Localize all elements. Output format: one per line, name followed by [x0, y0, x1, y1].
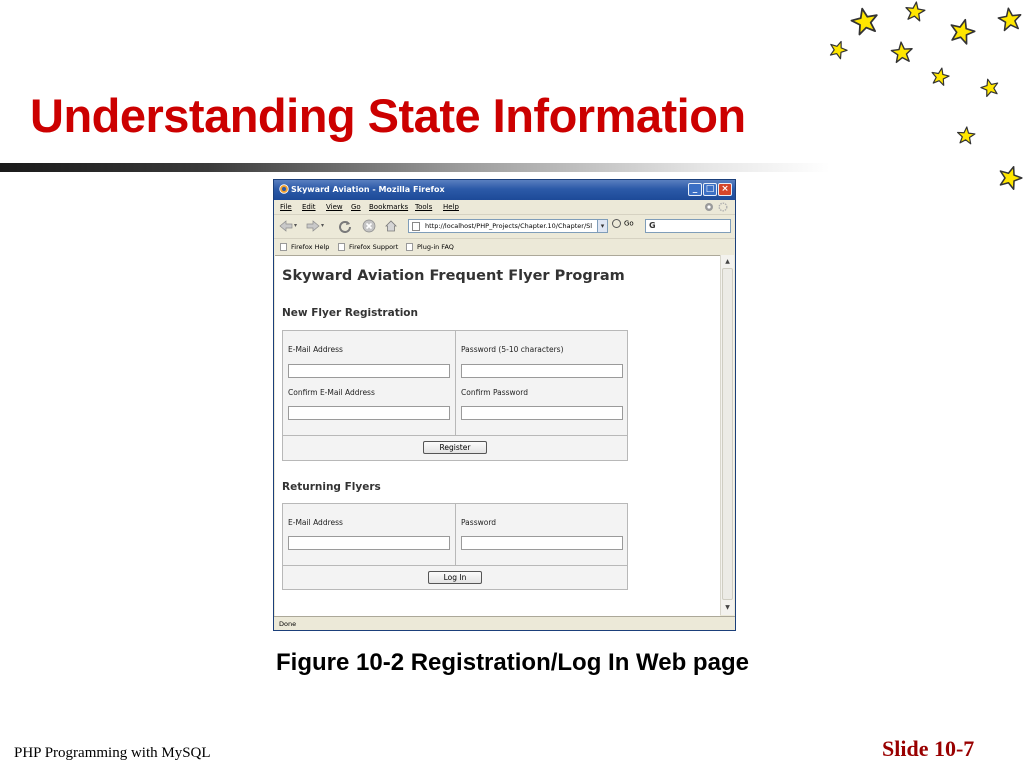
login-email-label: E-Mail Address — [288, 518, 343, 527]
login-password-label: Password — [461, 518, 497, 527]
footer-course-title: PHP Programming with MySQL — [14, 745, 211, 761]
go-label: Go — [624, 219, 634, 228]
bookmark-label: Plug-in FAQ — [417, 243, 454, 251]
register-button[interactable]: Register — [423, 441, 487, 454]
page-icon — [338, 243, 345, 251]
bookmark-firefox-help[interactable] — [280, 243, 329, 251]
page-icon — [406, 243, 413, 251]
star-icon — [890, 41, 914, 65]
star-icon — [828, 40, 848, 60]
bookmark-label: Firefox Support — [349, 243, 399, 251]
star-icon — [948, 18, 976, 46]
registration-heading: New Flyer Registration — [282, 307, 418, 319]
bookmark-label: Firefox Help — [291, 243, 330, 251]
menu-bookmarks[interactable]: Bookmarks — [369, 203, 409, 211]
close-icon[interactable]: × — [718, 183, 732, 196]
throbber-icon — [704, 202, 714, 212]
star-icon — [850, 7, 880, 37]
title-rule — [0, 163, 830, 172]
page-icon — [280, 243, 287, 251]
star-icon — [956, 126, 976, 146]
registration-form — [282, 330, 628, 461]
login-password-input[interactable] — [461, 536, 623, 550]
google-icon: G — [649, 221, 656, 230]
url-field[interactable] — [408, 219, 602, 233]
search-field[interactable] — [645, 219, 731, 233]
page-heading: Skyward Aviation Frequent Flyer Program — [282, 268, 625, 284]
reg-email-input[interactable] — [288, 364, 450, 378]
bookmarks-toolbar — [274, 238, 735, 255]
window-titlebar[interactable] — [274, 180, 735, 200]
minimize-icon[interactable]: _ — [688, 183, 702, 196]
login-button[interactable]: Log In — [428, 571, 482, 584]
browser-window — [273, 179, 736, 631]
forward-arrow-icon[interactable] — [306, 219, 320, 233]
reg-confirm-password-label: Confirm Password — [461, 388, 528, 397]
url-text: http://localhost/PHP_Projects/Chapter.10/Chapter/Sl — [425, 222, 593, 230]
menu-tools[interactable]: Tools — [415, 203, 433, 211]
menu-edit[interactable]: Edit — [302, 203, 316, 211]
status-text: Done — [279, 620, 297, 628]
figure-caption: Figure 10-2 Registration/Log In Web page — [276, 649, 749, 676]
bookmark-plugin-faq[interactable] — [406, 243, 454, 251]
vertical-scrollbar[interactable] — [720, 255, 734, 615]
menu-bar — [274, 200, 735, 214]
gear-icon — [718, 202, 728, 212]
scroll-down-icon[interactable]: ▼ — [725, 604, 730, 611]
firefox-icon — [279, 184, 289, 194]
login-form — [282, 503, 628, 590]
reg-confirm-email-input[interactable] — [288, 406, 450, 420]
home-icon[interactable] — [384, 219, 398, 233]
star-icon — [930, 67, 950, 87]
scroll-up-icon[interactable]: ▲ — [725, 258, 730, 265]
reg-password-label: Password (5-10 characters) — [461, 345, 564, 354]
reg-confirm-email-label: Confirm E-Mail Address — [288, 388, 375, 397]
star-icon — [997, 7, 1023, 33]
page-content — [275, 255, 720, 616]
reg-confirm-password-input[interactable] — [461, 406, 623, 420]
window-title: Skyward Aviation - Mozilla Firefox — [291, 185, 445, 194]
reload-icon[interactable] — [338, 219, 352, 233]
back-dropdown-icon[interactable]: ▾ — [294, 222, 298, 229]
reg-password-input[interactable] — [461, 364, 623, 378]
go-button[interactable] — [612, 219, 634, 228]
back-arrow-icon[interactable] — [279, 219, 293, 233]
navigation-toolbar — [274, 214, 735, 237]
maximize-icon[interactable]: □ — [703, 183, 717, 196]
page-icon — [412, 222, 420, 231]
login-heading: Returning Flyers — [282, 481, 381, 493]
star-icon — [980, 78, 1000, 98]
reg-email-label: E-Mail Address — [288, 345, 343, 354]
menu-view[interactable]: View — [326, 203, 343, 211]
slide-number: Slide 10-7 — [882, 736, 975, 761]
forward-dropdown-icon[interactable]: ▾ — [321, 222, 325, 229]
status-bar — [274, 616, 735, 631]
url-dropdown-icon[interactable]: ▾ — [597, 219, 608, 233]
stop-icon[interactable] — [362, 219, 376, 233]
scrollbar-thumb[interactable] — [722, 268, 733, 600]
bookmark-firefox-support[interactable] — [338, 243, 398, 251]
menu-go[interactable]: Go — [351, 203, 361, 211]
star-icon — [997, 165, 1023, 191]
go-icon — [612, 219, 621, 228]
menu-help[interactable]: Help — [443, 203, 459, 211]
login-email-input[interactable] — [288, 536, 450, 550]
menu-file[interactable]: File — [280, 203, 292, 211]
slide-title: Understanding State Information — [30, 89, 746, 142]
star-icon — [904, 1, 926, 23]
